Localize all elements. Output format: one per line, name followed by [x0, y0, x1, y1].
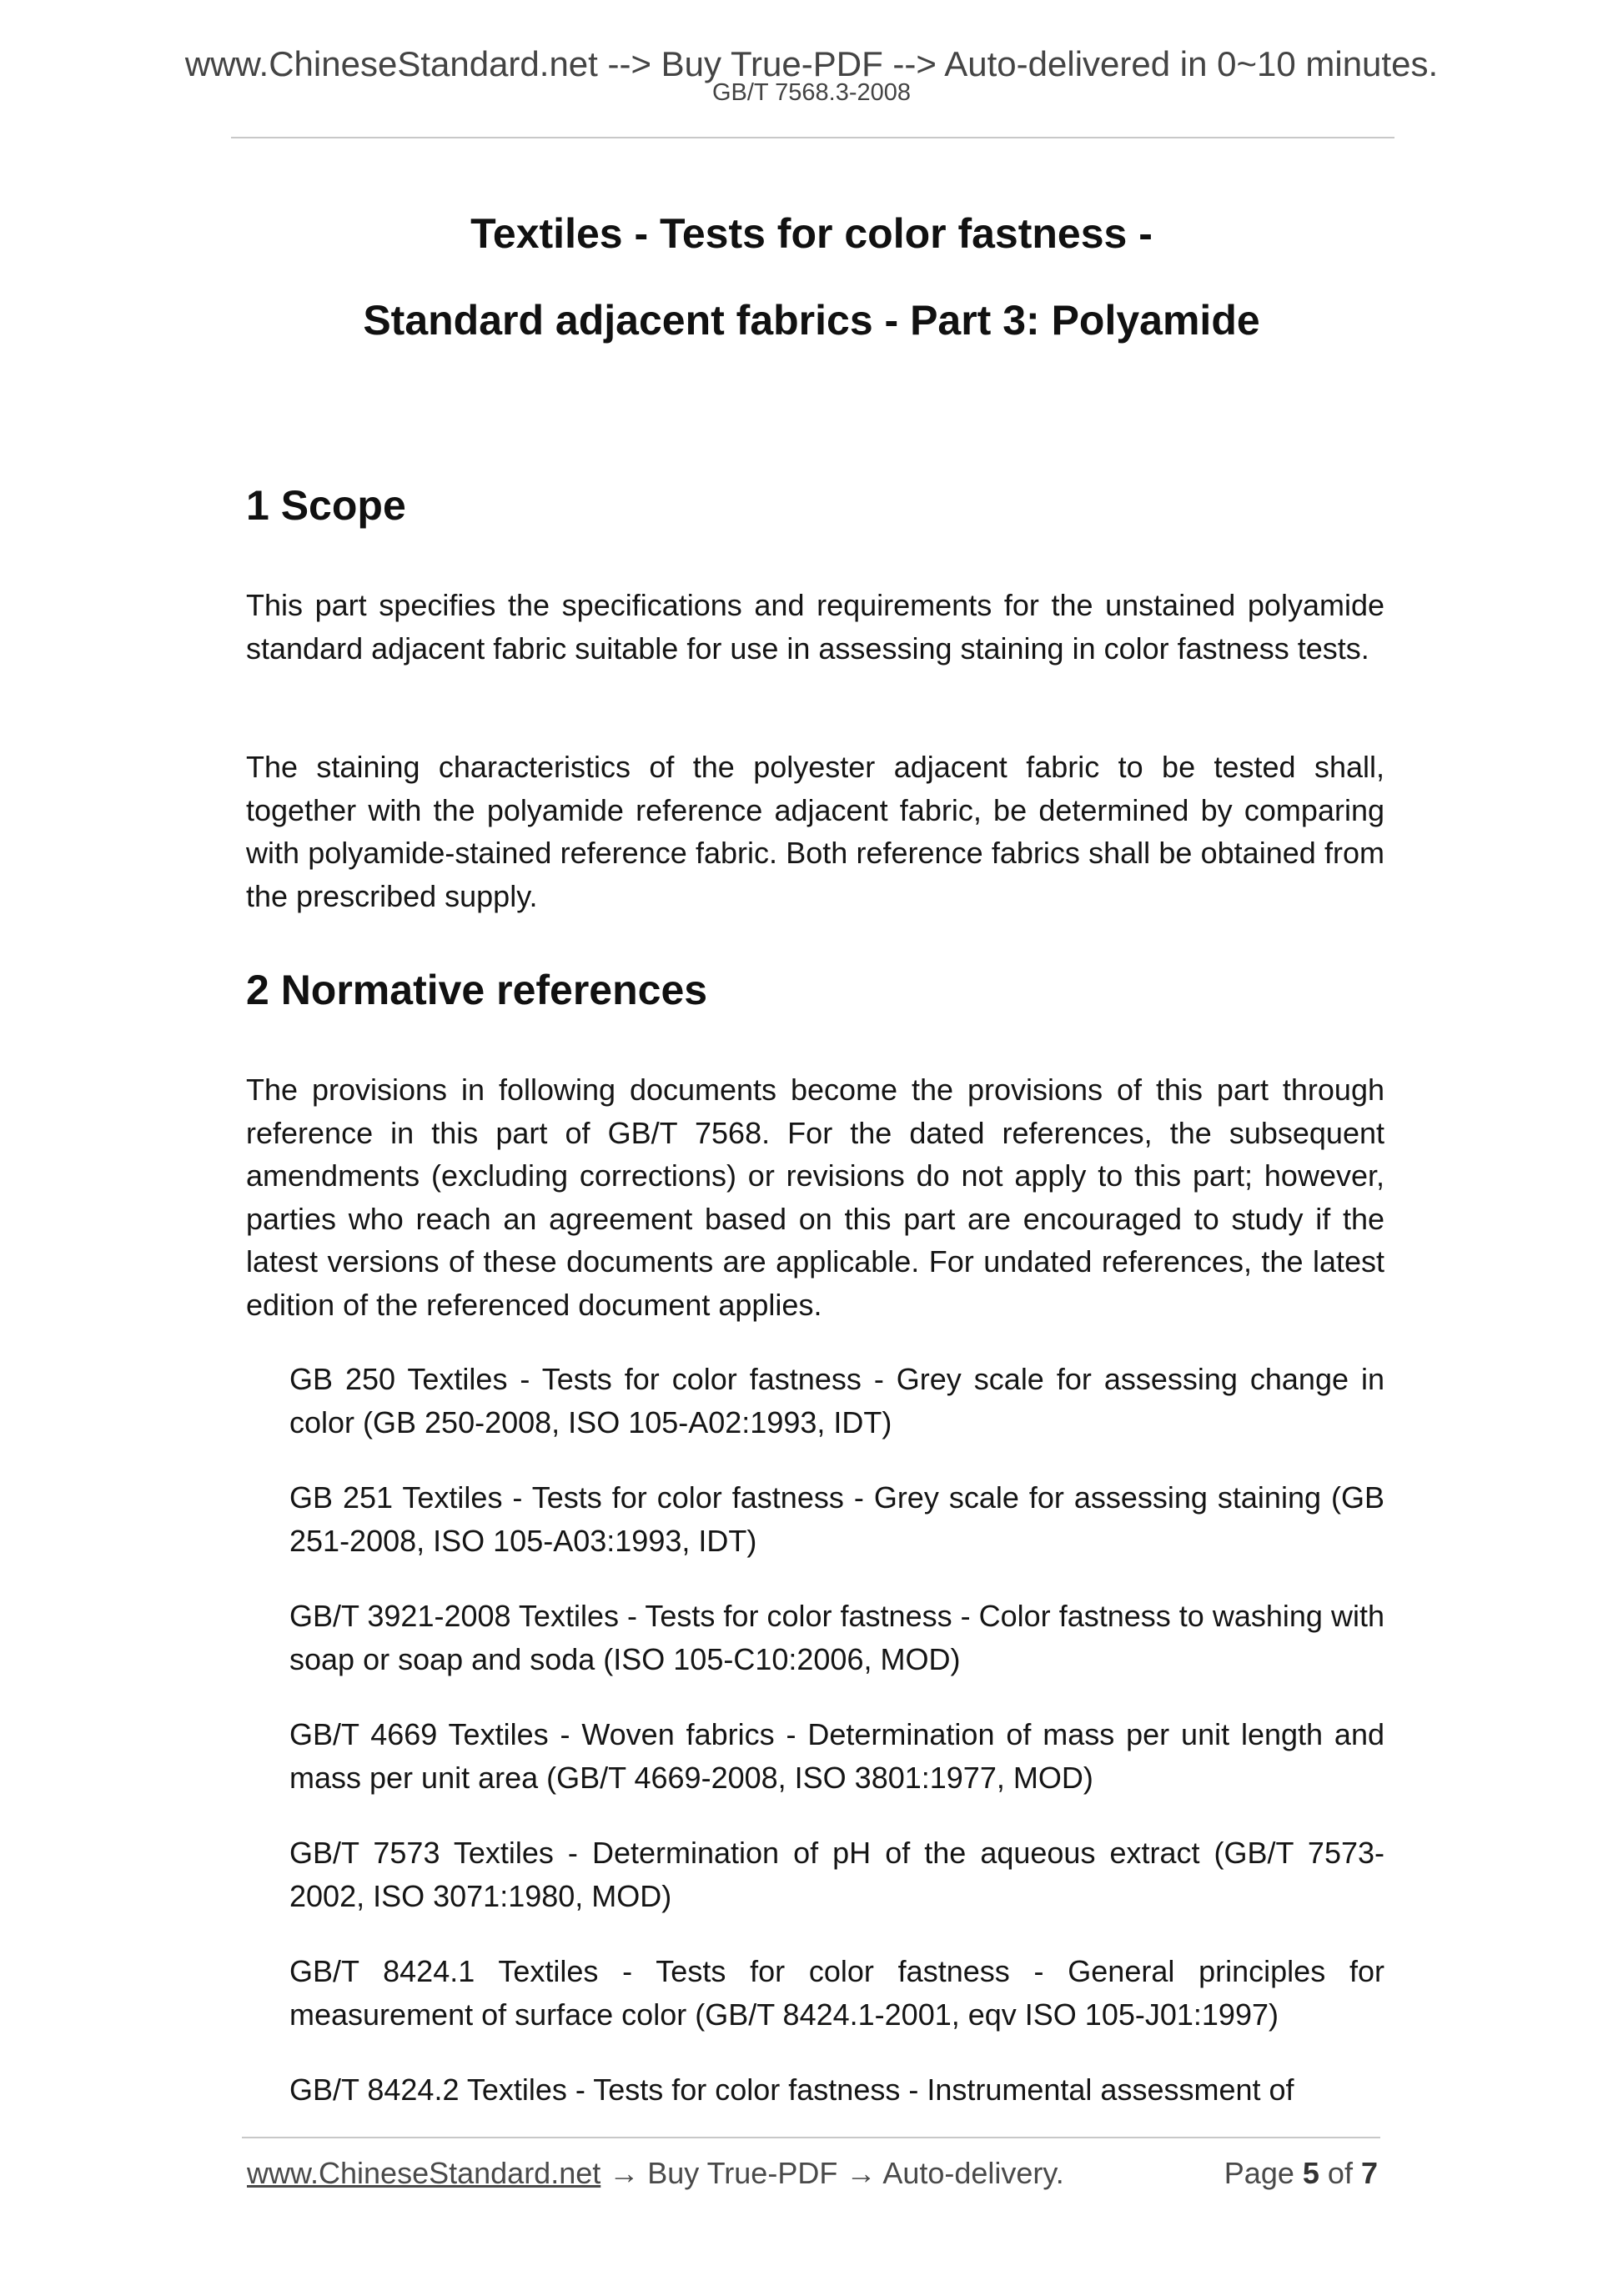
total-pages: 7 — [1360, 2156, 1378, 2190]
scope-heading: 1 Scope — [246, 482, 406, 529]
page-header — [0, 43, 1623, 105]
normative-references-intro: The provisions in following documents become the provisions of this part through reference in this part of GB/T 7568. For the dated references, the subsequent amendments (excluding corrections) or revisions do not apply to this part; however, parties who reach an agreement based on this part are encouraged to study if the latest versions of these documents are applicable. For undated references, the latest edition of the referenced document applies. — [246, 1073, 1384, 1322]
reference-item: GB 250 Textiles - Tests for color fastness - Grey scale for assessing change in color (GB 250-2008, ISO 105-A02:1993, IDT) — [289, 1362, 1384, 1439]
footer-divider — [242, 2137, 1380, 2138]
reference-item: GB/T 8424.2 Textiles - Tests for color fastness - Instrumental assessment of — [289, 2072, 1294, 2107]
footer-tagline: → Buy True-PDF → Auto-delivery. — [600, 2156, 1064, 2190]
reference-item: GB/T 8424.1 Textiles - Tests for color fastness - General principles for measurement of surface color (GB/T 8424.1-2001, eqv ISO 105-J01:1997) — [289, 1954, 1384, 2032]
current-page-number: 5 — [1302, 2156, 1319, 2190]
document-title — [0, 190, 1623, 364]
reference-item: GB 251 Textiles - Tests for color fastness - Grey scale for assessing staining (GB 251-2008, ISO 105-A03:1993, IDT) — [289, 1480, 1384, 1558]
scope-paragraph-2: The staining characteristics of the polyester adjacent fabric to be tested shall, together with the polyamide reference adjacent fabric, be determined by comparing with polyamide-stained reference fabric. Both reference fabrics shall be obtained from the prescribed supply. — [246, 750, 1384, 913]
reference-item: GB/T 7573 Textiles - Determination of pH of the aqueous extract (GB/T 7573-2002, ISO 3071:1980, MOD) — [289, 1836, 1384, 1913]
reference-item: GB/T 3921-2008 Textiles - Tests for color fastness - Color fastness to washing with soap or soap and soda (ISO 105-C10:2006, MOD) — [289, 1599, 1384, 1676]
title-line-2: Standard adjacent fabrics - Part 3: Polyamide — [363, 297, 1260, 344]
footer-site-link[interactable]: www.ChineseStandard.net — [247, 2156, 601, 2190]
header-banner: www.ChineseStandard.net --> Buy True-PDF --> Auto-delivered in 0~10 minutes. — [184, 44, 1439, 83]
page-indicator — [1224, 2155, 1378, 2192]
title-line-1: Textiles - Tests for color fastness - — [470, 210, 1153, 257]
header-divider — [231, 137, 1394, 138]
standard-code: GB/T 7568.3-2008 — [711, 79, 912, 106]
of-label: of — [1327, 2156, 1353, 2190]
page-footer — [247, 2155, 1383, 2192]
page-label: Page — [1224, 2156, 1294, 2190]
scope-paragraph-1: This part specifies the specifications and requirements for the unstained polyamide standard adjacent fabric suitable for use in assessing staining in color fastness tests. — [246, 588, 1384, 666]
normative-references-heading: 2 Normative references — [246, 967, 708, 1013]
reference-item: GB/T 4669 Textiles - Woven fabrics - Determination of mass per unit length and mass per unit area (GB/T 4669-2008, ISO 3801:1977, MOD) — [289, 1717, 1384, 1795]
